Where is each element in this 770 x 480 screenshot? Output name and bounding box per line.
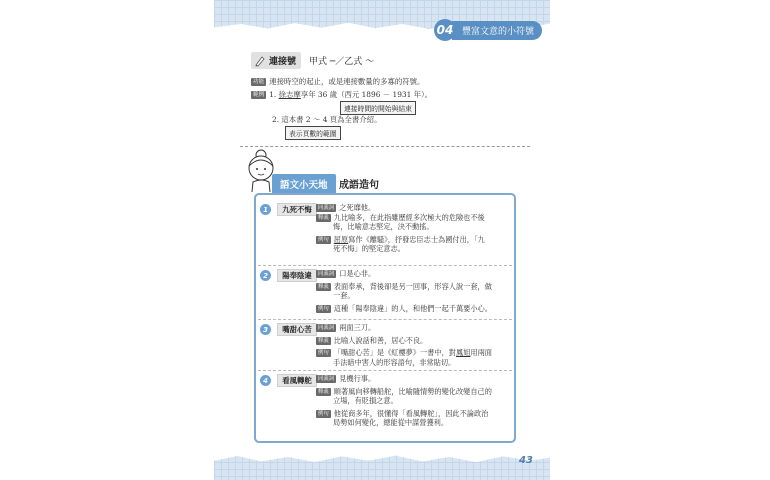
idiom-body [316, 269, 512, 313]
example-line [316, 348, 512, 358]
function-line [251, 77, 424, 86]
synonym-tag: 同義詞 [318, 376, 335, 382]
example-tag: 例句 [318, 305, 329, 312]
punctuation-heading [251, 52, 374, 69]
section-title: 成語造句 [339, 180, 379, 191]
idiom-header [256, 203, 317, 216]
page-number: 43 [519, 455, 533, 466]
idiom-term: 九死不悔 [277, 203, 317, 216]
meaning-line [316, 213, 512, 223]
example-text: 這種「陽奉陰違」的人，和他們一起千萬要小心。 [333, 303, 492, 313]
function-text: 連接時空的起止，或是連接數量的多寡的符號。 [269, 77, 425, 86]
meaning-tag: 釋義 [318, 283, 329, 290]
chapter-number: 04 [434, 19, 456, 41]
chapter-title: 豐富文意的小符號 [452, 21, 542, 40]
meaning-text: 比喻人說話和善，居心不良。 [333, 335, 428, 345]
meaning-tag: 釋義 [318, 337, 329, 344]
function-tag: 功能 [253, 79, 265, 85]
idiom-number: 3 [260, 324, 271, 335]
section-badge: 語文小天地 [272, 174, 336, 194]
example-text-post: 用兩面 [470, 348, 492, 358]
idiom-term: 嘴甜心苦 [277, 323, 317, 336]
meaning-text: 表面奉承，背後卻是另一回事，形容人說一套，做 [333, 281, 492, 291]
idiom-header [256, 269, 317, 282]
example1-name: 徐志摩 [278, 90, 301, 99]
synonym-line [316, 323, 512, 333]
meaning-line-cont: 立場，有貶損之意。 [333, 396, 398, 406]
example-text: 他從商多年，很懂得「看風轉舵」，因此不論政治 [333, 408, 489, 418]
idiom-header [256, 374, 317, 387]
pen-icon [254, 55, 266, 67]
meaning-text: 九比喻多，在此指雖歷經多次極大的危險也不後 [333, 212, 485, 222]
idiom-number: 4 [260, 375, 271, 386]
meaning-line [316, 336, 512, 346]
meaning-tag: 釋義 [318, 214, 329, 221]
entry-separator [258, 265, 512, 266]
example1-note: 連接時間的開始與結束 [340, 101, 416, 115]
idiom-number: 1 [260, 204, 271, 215]
idiom-body [316, 374, 512, 428]
example-tag: 例句 [318, 350, 329, 357]
meaning-tag: 釋義 [318, 388, 329, 395]
synonym-line [316, 374, 512, 384]
synonym-line [316, 269, 512, 279]
punctuation-name: 連接號 [269, 57, 297, 67]
idiom-number: 2 [260, 270, 271, 281]
synonym-tag: 同義詞 [318, 205, 335, 211]
idiom-body [316, 323, 512, 367]
punctuation-forms: 甲式 ─／乙式 ～ [309, 57, 375, 67]
synonym-tag: 同義詞 [318, 271, 335, 277]
example1-text: 享年 36 歲（西元 1896 － 1931 年）。 [300, 90, 433, 99]
punctuation-name-tag [251, 52, 301, 69]
example-line-2: 2. 這本書 2 ～ 4 頁為全書介紹。 [272, 115, 382, 124]
example-line [316, 235, 512, 245]
entry-separator [258, 319, 512, 320]
chapter-header [434, 20, 542, 40]
meaning-line [316, 387, 512, 397]
example-tag: 例句 [318, 236, 329, 243]
synonym-text: 之死靡他。 [339, 203, 376, 212]
example1-prefix: 1. [269, 90, 279, 99]
example-line-1 [251, 90, 432, 99]
idiom-body [316, 203, 512, 254]
synonym-text: 口是心非。 [339, 269, 376, 278]
section-divider [240, 146, 530, 147]
synonym-line [316, 203, 512, 213]
meaning-text: 順著風向移轉船舵，比喻隨情勢的變化改變自己的 [333, 386, 492, 396]
example-line-cont: 手法暗中害人的形容語句，非常貼切。 [333, 357, 456, 367]
meaning-line-cont: 悔，比喻意志堅定，決不動搖。 [333, 222, 434, 232]
meaning-line-cont: 一套。 [333, 291, 355, 301]
example-line-cont: 局勢如何變化，總能從中謀營獲利。 [333, 418, 449, 428]
idiom-term: 陽奉陰違 [277, 269, 317, 282]
meaning-line [316, 282, 512, 292]
example-tag: 例句 [318, 410, 329, 417]
example-line [316, 409, 512, 419]
example-name: 鳳姐 [456, 348, 471, 358]
example-text: 寫作《離騷》，抒發忠臣志士為國付出，「九 [348, 234, 485, 244]
synonym-text: 兩面三刀。 [339, 323, 376, 332]
example-text-pre: 「嘴甜心苦」是《紅樓夢》一書中，對 [333, 348, 456, 358]
example-line [316, 304, 512, 314]
example-name: 屈原 [333, 234, 349, 244]
idiom-term: 看風轉舵 [277, 374, 317, 387]
synonym-tag: 同義詞 [318, 325, 335, 331]
example2-note: 表示頁數的範圍 [285, 126, 341, 140]
synonym-text: 見機行事。 [339, 374, 376, 383]
idiom-header [256, 323, 317, 336]
entry-separator [258, 370, 512, 371]
example-line-cont: 死不悔」的堅定意志。 [333, 244, 405, 254]
example-tag: 範例 [253, 92, 265, 98]
